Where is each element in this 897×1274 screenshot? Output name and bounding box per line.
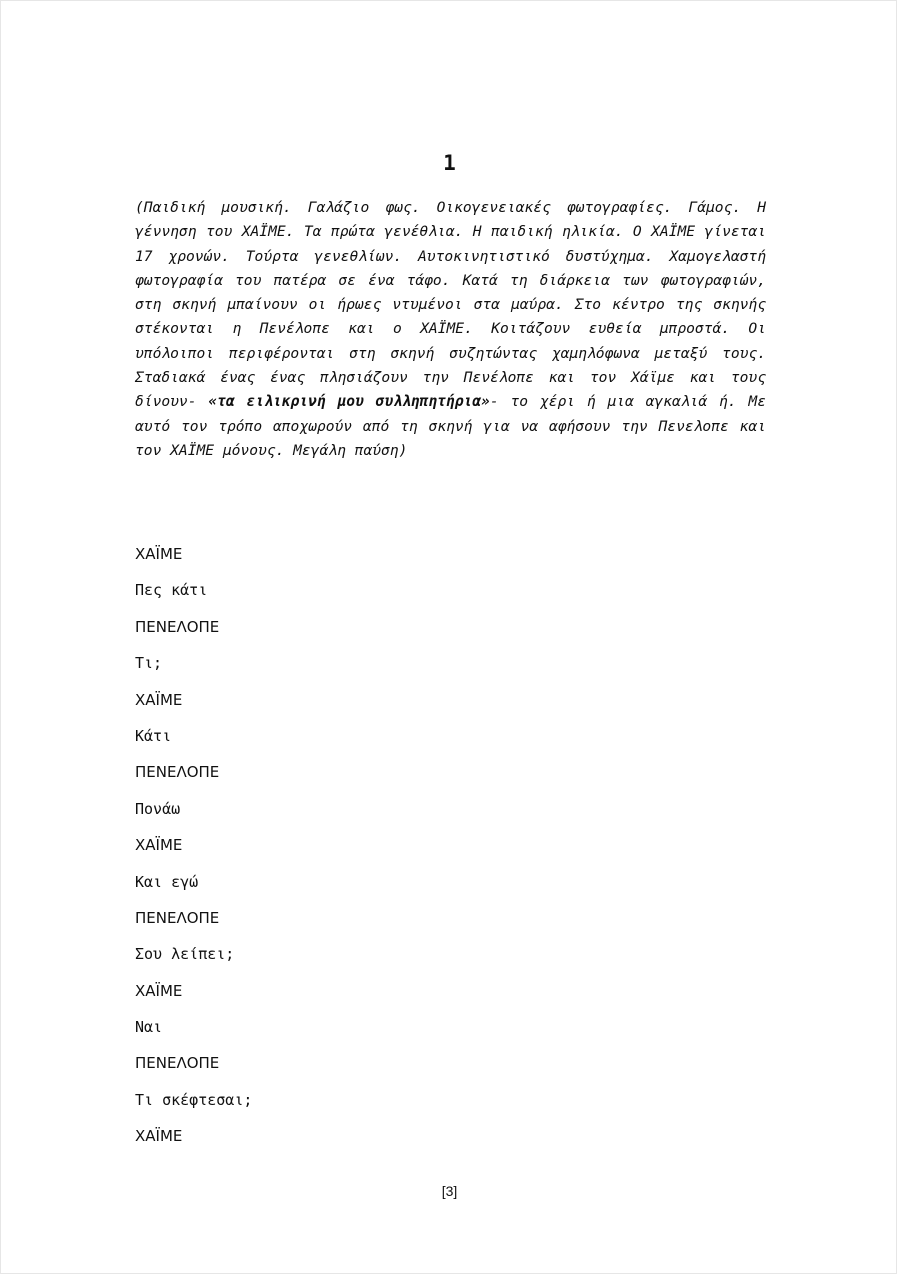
dialogue-line: Και εγώ (135, 872, 199, 891)
speaker-name: ΧΑΪΜΕ (135, 836, 183, 855)
dialogue-line: Πονάω (135, 799, 181, 818)
dialogue-block (135, 541, 766, 1160)
dialogue-line: Τι σκέφτεσαι; (135, 1090, 253, 1109)
stage-direction-text-2: - το χέρι ή μια αγκαλιά ή. Με αυτό τον τρόπο αποχωρούν από τη σκηνή για να αφήσουν την Πενελοπε και τον ΧΑΪΜΕ μόνους. Μεγάλη παύση) (135, 393, 766, 459)
dialogue-line: Σου λείπει; (135, 945, 235, 964)
dialogue-line: Κάτι (135, 726, 172, 745)
speaker-name: ΧΑΪΜΕ (135, 981, 183, 1000)
speaker-name: ΠΕΝΕΛΟΠΕ (135, 1054, 220, 1073)
dialogue-line: Ναι (135, 1018, 163, 1037)
dialogue-line: Τι; (135, 654, 163, 673)
speaker-name: ΠΕΝΕΛΟΠΕ (135, 763, 220, 782)
speaker-name: ΠΕΝΕΛΟΠΕ (135, 908, 220, 927)
speaker-name: ΠΕΝΕΛΟΠΕ (135, 617, 220, 636)
speaker-name: ΧΑΪΜΕ (135, 545, 183, 563)
stage-direction (135, 196, 766, 463)
dialogue-line: Πες κάτι (135, 581, 208, 600)
speaker-name: ΧΑΪΜΕ (135, 690, 183, 709)
stage-direction-text-1: (Παιδική μουσική. Γαλάζιο φως. Οικογενειακές φωτογραφίες. Γάμος. Η γέννηση του ΧΑΪΜΕ. Τα πρώτα γενέθλια. Η παιδική ηλικία. Ο ΧΑΪΜΕ γίνεται 17 χρονών. Τούρτα γενεθλίων. Αυτοκινητιστικό δυστύχημα. Χαμογελαστή φωτογραφία του πατέρα σε ένα τάφο. Κατά τη διάρκεια των φωτογραφιών, στη σκηνή μπαίνουν οι ήρωες ντυμένοι στα μαύρα. Στο κέντρο της σκηνής στέκονται η Πενέλοπε και ο ΧΑΪΜΕ. Κοιτάζουν ευθεία μπροστά. Οι υπόλοιποι περιφέρονται στη σκηνή συζητώντας χαμηλόφωνα μεταξύ τους. Σταδιακά ένας ένας πλησιάζουν την Πενέλοπε και τον Χάϊμε και τους δίνουν- (135, 199, 766, 411)
speaker-name: ΧΑΪΜΕ (135, 1127, 183, 1146)
page-number: [3] (441, 1183, 458, 1199)
scene-number: 1 (443, 151, 456, 175)
stage-direction-bold-quote: «τα ειλικρινή μου συλληπητήρια» (208, 393, 490, 411)
